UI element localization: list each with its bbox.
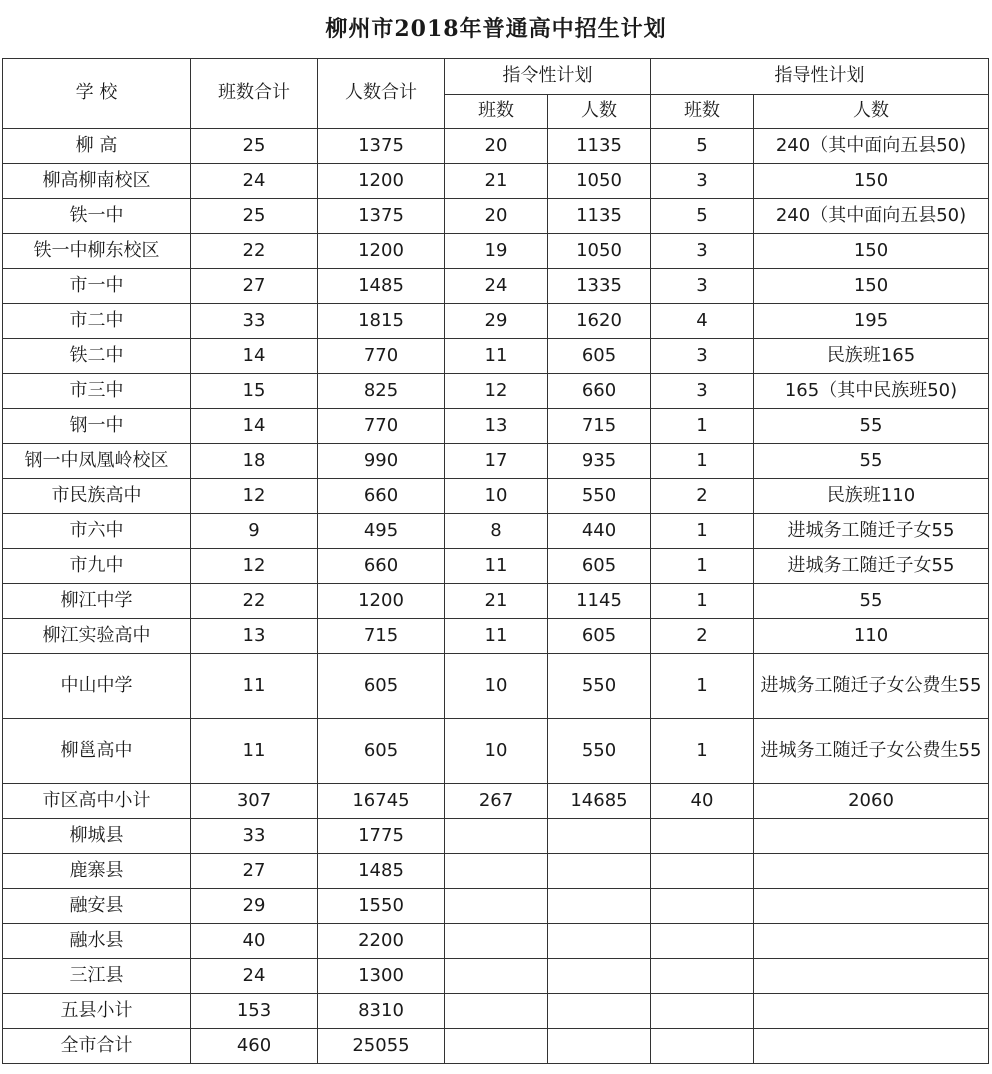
table-row bbox=[3, 269, 989, 304]
cell-mandatory-classes: 10 bbox=[445, 654, 548, 719]
cell-mandatory-students: 550 bbox=[548, 719, 651, 784]
cell-students-total: 1815 bbox=[318, 304, 445, 339]
table-row bbox=[3, 444, 989, 479]
cell-guidance-students: 55 bbox=[754, 584, 989, 619]
cell-mandatory-classes: 8 bbox=[445, 514, 548, 549]
cell-school: 五县小计 bbox=[3, 994, 191, 1029]
cell-classes-total: 11 bbox=[191, 654, 318, 719]
table-row bbox=[3, 1029, 989, 1064]
cell-guidance-classes: 1 bbox=[651, 654, 754, 719]
cell-classes-total: 25 bbox=[191, 199, 318, 234]
table-row bbox=[3, 164, 989, 199]
cell-guidance-classes bbox=[651, 1029, 754, 1064]
cell-students-total: 1300 bbox=[318, 959, 445, 994]
cell-guidance-classes bbox=[651, 994, 754, 1029]
cell-mandatory-classes bbox=[445, 994, 548, 1029]
cell-guidance-students: 240（其中面向五县50) bbox=[754, 129, 989, 164]
cell-school: 市三中 bbox=[3, 374, 191, 409]
cell-classes-total: 22 bbox=[191, 234, 318, 269]
cell-guidance-classes: 1 bbox=[651, 549, 754, 584]
table-row bbox=[3, 479, 989, 514]
cell-classes-total: 13 bbox=[191, 619, 318, 654]
cell-guidance-students: 2060 bbox=[754, 784, 989, 819]
cell-classes-total: 33 bbox=[191, 819, 318, 854]
cell-guidance-students: 110 bbox=[754, 619, 989, 654]
cell-guidance-classes bbox=[651, 854, 754, 889]
cell-students-total: 1200 bbox=[318, 164, 445, 199]
cell-guidance-classes bbox=[651, 819, 754, 854]
cell-mandatory-students: 550 bbox=[548, 654, 651, 719]
cell-mandatory-classes: 10 bbox=[445, 479, 548, 514]
cell-guidance-students: 195 bbox=[754, 304, 989, 339]
cell-students-total: 605 bbox=[318, 654, 445, 719]
cell-mandatory-classes: 20 bbox=[445, 129, 548, 164]
cell-classes-total: 24 bbox=[191, 164, 318, 199]
cell-classes-total: 460 bbox=[191, 1029, 318, 1064]
table-row bbox=[3, 819, 989, 854]
cell-guidance-students bbox=[754, 819, 989, 854]
cell-mandatory-students: 605 bbox=[548, 549, 651, 584]
cell-school: 柳城县 bbox=[3, 819, 191, 854]
enrollment-table bbox=[2, 58, 989, 1064]
cell-mandatory-students: 550 bbox=[548, 479, 651, 514]
cell-guidance-students bbox=[754, 889, 989, 924]
table-row bbox=[3, 514, 989, 549]
cell-guidance-classes: 1 bbox=[651, 444, 754, 479]
cell-school: 钢一中 bbox=[3, 409, 191, 444]
cell-students-total: 2200 bbox=[318, 924, 445, 959]
cell-mandatory-students: 1135 bbox=[548, 199, 651, 234]
cell-mandatory-students: 605 bbox=[548, 619, 651, 654]
cell-classes-total: 14 bbox=[191, 409, 318, 444]
cell-mandatory-classes bbox=[445, 1029, 548, 1064]
cell-students-total: 1375 bbox=[318, 199, 445, 234]
cell-school: 市区高中小计 bbox=[3, 784, 191, 819]
cell-guidance-students: 民族班165 bbox=[754, 339, 989, 374]
cell-classes-total: 27 bbox=[191, 854, 318, 889]
cell-guidance-students: 进城务工随迁子女公费生55 bbox=[754, 654, 989, 719]
cell-guidance-students: 进城务工随迁子女公费生55 bbox=[754, 719, 989, 784]
cell-mandatory-classes: 13 bbox=[445, 409, 548, 444]
table-row bbox=[3, 584, 989, 619]
cell-mandatory-students: 1050 bbox=[548, 164, 651, 199]
header-mandatory-plan: 指令性计划 bbox=[445, 59, 651, 95]
cell-classes-total: 153 bbox=[191, 994, 318, 1029]
cell-students-total: 660 bbox=[318, 479, 445, 514]
cell-students-total: 25055 bbox=[318, 1029, 445, 1064]
cell-classes-total: 9 bbox=[191, 514, 318, 549]
cell-students-total: 1485 bbox=[318, 854, 445, 889]
cell-students-total: 16745 bbox=[318, 784, 445, 819]
cell-students-total: 1550 bbox=[318, 889, 445, 924]
cell-classes-total: 11 bbox=[191, 719, 318, 784]
cell-classes-total: 27 bbox=[191, 269, 318, 304]
cell-students-total: 770 bbox=[318, 339, 445, 374]
cell-guidance-students bbox=[754, 959, 989, 994]
table-row bbox=[3, 654, 989, 719]
cell-students-total: 495 bbox=[318, 514, 445, 549]
cell-mandatory-students bbox=[548, 994, 651, 1029]
header-classes-total: 班数合计 bbox=[191, 59, 318, 129]
cell-mandatory-students: 1135 bbox=[548, 129, 651, 164]
cell-guidance-classes: 3 bbox=[651, 269, 754, 304]
cell-guidance-classes: 1 bbox=[651, 719, 754, 784]
cell-mandatory-students bbox=[548, 854, 651, 889]
cell-mandatory-classes: 20 bbox=[445, 199, 548, 234]
cell-classes-total: 40 bbox=[191, 924, 318, 959]
cell-school: 市二中 bbox=[3, 304, 191, 339]
cell-guidance-students: 150 bbox=[754, 269, 989, 304]
cell-school: 市九中 bbox=[3, 549, 191, 584]
cell-classes-total: 33 bbox=[191, 304, 318, 339]
cell-guidance-classes bbox=[651, 889, 754, 924]
table-row bbox=[3, 924, 989, 959]
cell-school: 铁一中 bbox=[3, 199, 191, 234]
table-row bbox=[3, 889, 989, 924]
cell-students-total: 1200 bbox=[318, 584, 445, 619]
cell-guidance-students: 150 bbox=[754, 164, 989, 199]
cell-school: 柳邕高中 bbox=[3, 719, 191, 784]
cell-guidance-classes: 3 bbox=[651, 164, 754, 199]
cell-guidance-students: 150 bbox=[754, 234, 989, 269]
cell-mandatory-classes: 17 bbox=[445, 444, 548, 479]
cell-school: 鹿寨县 bbox=[3, 854, 191, 889]
cell-mandatory-classes bbox=[445, 889, 548, 924]
cell-mandatory-classes bbox=[445, 924, 548, 959]
cell-mandatory-classes: 19 bbox=[445, 234, 548, 269]
cell-mandatory-classes: 12 bbox=[445, 374, 548, 409]
cell-students-total: 1485 bbox=[318, 269, 445, 304]
cell-guidance-classes: 5 bbox=[651, 129, 754, 164]
cell-classes-total: 12 bbox=[191, 479, 318, 514]
cell-guidance-students: 民族班110 bbox=[754, 479, 989, 514]
cell-mandatory-students bbox=[548, 1029, 651, 1064]
cell-mandatory-classes: 11 bbox=[445, 339, 548, 374]
table-row bbox=[3, 784, 989, 819]
cell-classes-total: 24 bbox=[191, 959, 318, 994]
cell-guidance-classes: 2 bbox=[651, 479, 754, 514]
table-row bbox=[3, 234, 989, 269]
cell-mandatory-students: 1050 bbox=[548, 234, 651, 269]
cell-school: 融安县 bbox=[3, 889, 191, 924]
cell-mandatory-classes: 11 bbox=[445, 619, 548, 654]
cell-mandatory-classes: 21 bbox=[445, 584, 548, 619]
cell-classes-total: 25 bbox=[191, 129, 318, 164]
cell-mandatory-classes: 10 bbox=[445, 719, 548, 784]
cell-guidance-classes: 1 bbox=[651, 514, 754, 549]
cell-students-total: 715 bbox=[318, 619, 445, 654]
cell-mandatory-classes: 11 bbox=[445, 549, 548, 584]
cell-students-total: 1200 bbox=[318, 234, 445, 269]
cell-guidance-students bbox=[754, 924, 989, 959]
cell-mandatory-students: 1620 bbox=[548, 304, 651, 339]
table-row bbox=[3, 719, 989, 784]
cell-school: 中山中学 bbox=[3, 654, 191, 719]
cell-school: 钢一中凤凰岭校区 bbox=[3, 444, 191, 479]
cell-guidance-students: 240（其中面向五县50) bbox=[754, 199, 989, 234]
cell-school: 铁二中 bbox=[3, 339, 191, 374]
cell-school: 市六中 bbox=[3, 514, 191, 549]
header-guidance-students: 人数 bbox=[754, 95, 989, 129]
header-students-total: 人数合计 bbox=[318, 59, 445, 129]
cell-guidance-classes: 1 bbox=[651, 409, 754, 444]
table-row bbox=[3, 304, 989, 339]
cell-mandatory-students: 14685 bbox=[548, 784, 651, 819]
cell-school: 市一中 bbox=[3, 269, 191, 304]
cell-students-total: 605 bbox=[318, 719, 445, 784]
cell-guidance-classes: 1 bbox=[651, 584, 754, 619]
cell-mandatory-students: 935 bbox=[548, 444, 651, 479]
cell-guidance-students bbox=[754, 994, 989, 1029]
cell-mandatory-classes bbox=[445, 854, 548, 889]
cell-mandatory-classes bbox=[445, 959, 548, 994]
cell-guidance-classes: 2 bbox=[651, 619, 754, 654]
header-school: 学 校 bbox=[3, 59, 191, 129]
cell-classes-total: 18 bbox=[191, 444, 318, 479]
cell-students-total: 770 bbox=[318, 409, 445, 444]
cell-guidance-classes: 4 bbox=[651, 304, 754, 339]
cell-classes-total: 29 bbox=[191, 889, 318, 924]
cell-mandatory-classes: 21 bbox=[445, 164, 548, 199]
cell-mandatory-classes bbox=[445, 819, 548, 854]
cell-guidance-classes: 3 bbox=[651, 234, 754, 269]
cell-school: 柳高柳南校区 bbox=[3, 164, 191, 199]
header-guidance-classes: 班数 bbox=[651, 95, 754, 129]
cell-mandatory-students: 715 bbox=[548, 409, 651, 444]
cell-guidance-students: 55 bbox=[754, 444, 989, 479]
cell-guidance-classes bbox=[651, 924, 754, 959]
cell-students-total: 1375 bbox=[318, 129, 445, 164]
cell-guidance-classes: 3 bbox=[651, 339, 754, 374]
cell-guidance-students: 进城务工随迁子女55 bbox=[754, 514, 989, 549]
table-row bbox=[3, 619, 989, 654]
header-mandatory-classes: 班数 bbox=[445, 95, 548, 129]
table-row bbox=[3, 129, 989, 164]
table-row bbox=[3, 959, 989, 994]
cell-guidance-students: 进城务工随迁子女55 bbox=[754, 549, 989, 584]
cell-mandatory-students bbox=[548, 959, 651, 994]
cell-guidance-students: 165（其中民族班50) bbox=[754, 374, 989, 409]
cell-mandatory-students bbox=[548, 819, 651, 854]
cell-mandatory-classes: 267 bbox=[445, 784, 548, 819]
header-mandatory-students: 人数 bbox=[548, 95, 651, 129]
cell-guidance-classes: 3 bbox=[651, 374, 754, 409]
cell-school: 融水县 bbox=[3, 924, 191, 959]
table-row bbox=[3, 374, 989, 409]
cell-classes-total: 307 bbox=[191, 784, 318, 819]
table-body bbox=[3, 129, 989, 1064]
table-row bbox=[3, 339, 989, 374]
cell-guidance-students bbox=[754, 1029, 989, 1064]
cell-classes-total: 12 bbox=[191, 549, 318, 584]
table-row bbox=[3, 549, 989, 584]
cell-school: 三江县 bbox=[3, 959, 191, 994]
cell-mandatory-classes: 24 bbox=[445, 269, 548, 304]
cell-guidance-students: 55 bbox=[754, 409, 989, 444]
table-row bbox=[3, 994, 989, 1029]
cell-mandatory-students: 1145 bbox=[548, 584, 651, 619]
cell-guidance-classes bbox=[651, 959, 754, 994]
cell-students-total: 1775 bbox=[318, 819, 445, 854]
cell-classes-total: 14 bbox=[191, 339, 318, 374]
cell-classes-total: 15 bbox=[191, 374, 318, 409]
cell-school: 柳江中学 bbox=[3, 584, 191, 619]
header-guidance-plan: 指导性计划 bbox=[651, 59, 989, 95]
cell-mandatory-classes: 29 bbox=[445, 304, 548, 339]
cell-mandatory-students: 660 bbox=[548, 374, 651, 409]
table-header bbox=[3, 59, 989, 129]
cell-school: 全市合计 bbox=[3, 1029, 191, 1064]
cell-mandatory-students: 440 bbox=[548, 514, 651, 549]
cell-school: 柳江实验高中 bbox=[3, 619, 191, 654]
cell-school: 市民族高中 bbox=[3, 479, 191, 514]
table-row bbox=[3, 854, 989, 889]
cell-students-total: 990 bbox=[318, 444, 445, 479]
cell-students-total: 825 bbox=[318, 374, 445, 409]
cell-guidance-classes: 5 bbox=[651, 199, 754, 234]
table-row bbox=[3, 199, 989, 234]
cell-school: 柳 高 bbox=[3, 129, 191, 164]
cell-students-total: 660 bbox=[318, 549, 445, 584]
cell-classes-total: 22 bbox=[191, 584, 318, 619]
page-title: 柳州市2018年普通高中招生计划 bbox=[325, 16, 667, 42]
cell-mandatory-students bbox=[548, 924, 651, 959]
cell-students-total: 8310 bbox=[318, 994, 445, 1029]
cell-mandatory-students: 1335 bbox=[548, 269, 651, 304]
cell-mandatory-students bbox=[548, 889, 651, 924]
cell-mandatory-students: 605 bbox=[548, 339, 651, 374]
cell-guidance-classes: 40 bbox=[651, 784, 754, 819]
table-row bbox=[3, 409, 989, 444]
cell-guidance-students bbox=[754, 854, 989, 889]
cell-school: 铁一中柳东校区 bbox=[3, 234, 191, 269]
